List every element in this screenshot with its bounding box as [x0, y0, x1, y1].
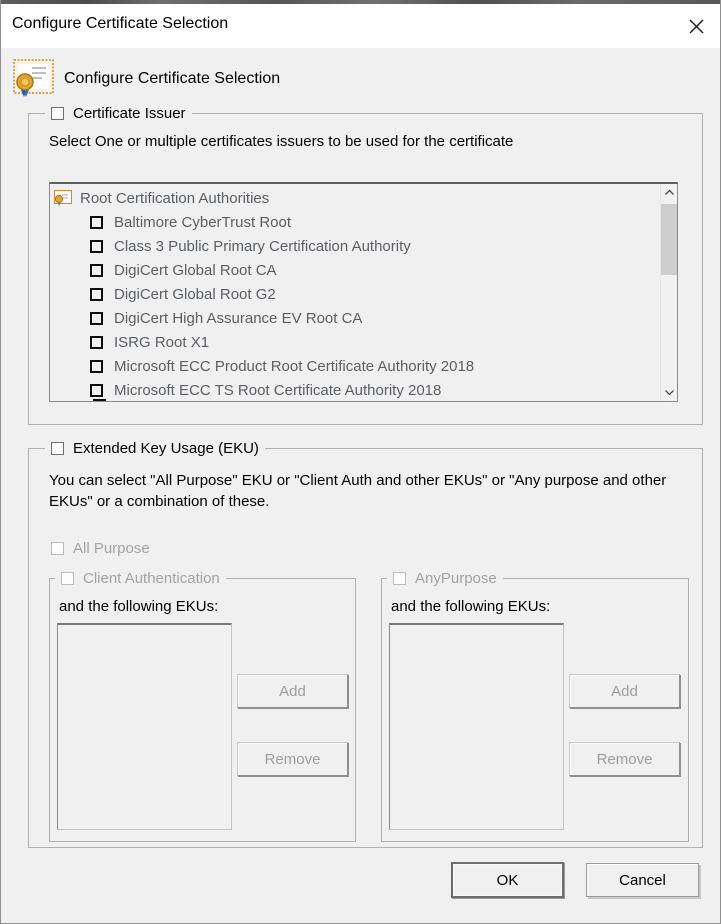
certificate-issuer-label: Certificate Issuer [73, 104, 186, 122]
close-button[interactable] [680, 11, 712, 41]
eku-checkbox-row[interactable] [45, 439, 265, 457]
any-purpose-label: AnyPurpose [415, 569, 497, 587]
all-purpose-checkbox-row [45, 539, 156, 557]
issuer-item-checkbox[interactable] [90, 336, 103, 349]
certificate-issuer-checkbox-row[interactable] [45, 104, 192, 122]
close-icon [689, 19, 704, 34]
dialog-heading: Configure Certificate Selection [64, 70, 281, 87]
chevron-down-icon [665, 390, 674, 395]
issuer-item-label: Baltimore CyberTrust Root [114, 213, 291, 231]
eku-description: You can select "All Purpose" EKU or "Client Auth and other EKUs" or "Any purpose and other EKUs" or a combination of these. [49, 472, 667, 510]
client-auth-list-label: and the following EKUs: [59, 598, 219, 615]
issuer-listbox [49, 182, 678, 402]
tree-root-label: Root Certification Authorities [80, 189, 270, 207]
issuer-list-item[interactable] [50, 234, 660, 258]
issuer-list-item[interactable] [50, 282, 660, 306]
tree-root-row[interactable] [50, 186, 660, 210]
issuer-list [50, 210, 660, 401]
all-purpose-checkbox [51, 542, 64, 555]
issuer-item-checkbox[interactable] [90, 216, 103, 229]
issuer-item-label: DigiCert Global Root CA [114, 261, 277, 279]
issuer-item-label: Class 3 Public Primary Certification Authority [114, 237, 411, 255]
certificate-icon [13, 59, 54, 97]
issuer-item-checkbox[interactable] [90, 384, 103, 397]
client-auth-add-button: Add [237, 674, 348, 708]
client-auth-checkbox-row [55, 569, 226, 587]
issuer-item-label: ISRG Root X1 [114, 333, 210, 351]
issuer-list-item[interactable] [50, 354, 660, 378]
client-auth-remove-button: Remove [237, 742, 348, 776]
issuer-item-checkbox[interactable] [90, 312, 103, 325]
certificate-small-icon [54, 190, 72, 206]
issuer-list-item[interactable] [50, 330, 660, 354]
issuer-item-label: DigiCert Global Root G2 [114, 285, 276, 303]
any-purpose-checkbox [393, 572, 406, 585]
issuer-rows [50, 184, 660, 401]
issuer-item-checkbox[interactable] [90, 288, 103, 301]
issuer-item-checkbox-partial[interactable] [93, 399, 106, 401]
chevron-up-icon [665, 190, 674, 195]
scroll-thumb[interactable] [661, 204, 677, 275]
issuer-list-item[interactable] [50, 378, 660, 401]
issuer-item-label: DigiCert High Assurance EV Root CA [114, 309, 363, 327]
any-purpose-eku-list[interactable] [389, 623, 564, 830]
eku-checkbox[interactable] [51, 442, 64, 455]
issuer-list-item[interactable] [50, 258, 660, 282]
issuer-item-label: Microsoft ECC TS Root Certificate Authority 2018 [114, 381, 442, 399]
title-bar[interactable] [1, 4, 720, 48]
scroll-down-button[interactable] [661, 384, 677, 401]
client-auth-eku-list[interactable] [57, 623, 232, 830]
any-purpose-remove-button: Remove [569, 742, 680, 776]
eku-label: Extended Key Usage (EKU) [73, 439, 259, 457]
certificate-issuer-description: Select One or multiple certificates issuers to be used for the certificate [49, 133, 514, 150]
issuer-item-label: Microsoft ECC Product Root Certificate Authority 2018 [114, 357, 475, 375]
scrollbar[interactable] [660, 184, 677, 401]
certificate-issuer-checkbox[interactable] [51, 107, 64, 120]
any-purpose-list-label: and the following EKUs: [391, 598, 551, 615]
issuer-item-checkbox[interactable] [90, 264, 103, 277]
ok-button[interactable]: OK [451, 862, 564, 898]
issuer-item-checkbox[interactable] [90, 240, 103, 253]
any-purpose-add-button: Add [569, 674, 680, 708]
scroll-track[interactable] [661, 201, 677, 384]
scroll-up-button[interactable] [661, 184, 677, 201]
any-purpose-checkbox-row [387, 569, 503, 587]
all-purpose-label: All Purpose [73, 539, 150, 557]
issuer-list-item[interactable] [50, 210, 660, 234]
issuer-item-checkbox[interactable] [90, 360, 103, 373]
client-auth-checkbox [61, 572, 74, 585]
client-auth-label: Client Authentication [83, 569, 220, 587]
window-title: Configure Certificate Selection [12, 15, 229, 32]
cancel-button[interactable]: Cancel [586, 863, 699, 897]
issuer-list-item[interactable] [50, 306, 660, 330]
